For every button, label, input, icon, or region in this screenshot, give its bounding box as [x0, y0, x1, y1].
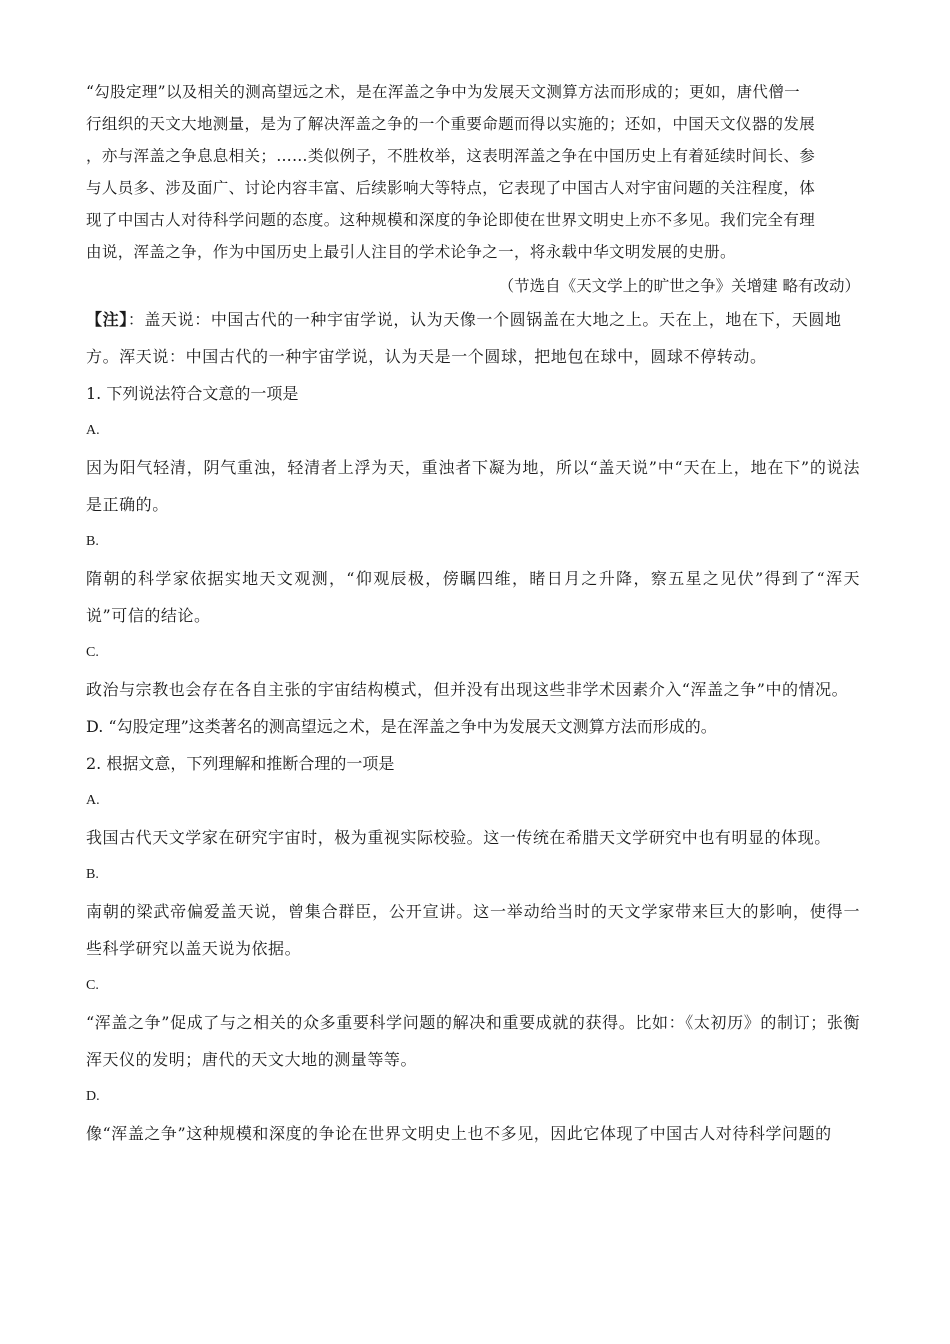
option-c-label: C. — [86, 978, 99, 993]
document-page — [86, 76, 860, 1152]
question-1 — [86, 375, 860, 745]
question-2 — [86, 745, 860, 1152]
question-stem: 1. 下列说法符合文意的一项是 — [86, 384, 299, 403]
option-a-text: 我国古代天文学家在研究宇宙时，极为重视实际校验。这一传统在希腊天文学研究中也有明显的体现。 — [86, 828, 831, 847]
question-stem: 2. 根据文意，下列理解和推断合理的一项是 — [86, 754, 395, 773]
option-c-text: 政治与宗教也会存在各自主张的宇宙结构模式，但并没有出现这些非学术因素介入“浑盖之争”中的情况。 — [86, 680, 849, 699]
option-c-text: “浑盖之争”促成了与之相关的众多重要科学问题的解决和重要成就的获得。比如：《太初历》的制订；张衡浑天仪的发明；唐代的天文大地的测量等等。 — [86, 1013, 860, 1069]
passage-line: “勾股定理”以及相关的测高望远之术，是在浑盖之争中为发展天文测算方法而形成的；更如，唐代僧一 — [86, 83, 800, 101]
option-b-text: 隋朝的科学家依据实地天文观测，“仰观辰极，傍瞩四维，睹日月之升降，察五星之见伏”得到了“浑天说”可信的结论。 — [86, 569, 860, 625]
note — [86, 301, 860, 375]
option-b-text: 南朝的梁武帝偏爱盖天说，曾集合群臣，公开宣讲。这一举动给当时的天文学家带来巨大的影响，使得一些科学研究以盖天说为依据。 — [86, 902, 860, 958]
passage-line: 由说，浑盖之争，作为中国历史上最引人注目的学术论争之一，将永载中华文明发展的史册。 — [86, 243, 736, 261]
passage-line: 与人员多、涉及面广、讨论内容丰富、后续影响大等特点，它表现了中国古人对宇宙问题的关注程度，体 — [86, 179, 816, 197]
option-d-line: D. “勾股定理”这类著名的测高望远之术，是在浑盖之争中为发展天文测算方法而形成的。 — [86, 717, 717, 736]
option-b-label: B. — [86, 534, 99, 549]
option-a-label: A. — [86, 423, 100, 438]
passage — [86, 76, 860, 268]
option-b-label: B. — [86, 867, 99, 882]
option-a-label: A. — [86, 793, 100, 808]
note-text: ：盖天说：中国古代的一种宇宙学说，认为天像一个圆锅盖在大地之上。天在上，地在下，天圆地方。浑天说：中国古代的一种宇宙学说，认为天是一个圆球，把地包在球中，圆球不停转动。 — [86, 310, 842, 366]
note-label: 【注】 — [86, 310, 128, 329]
option-d-text: 像“浑盖之争”这种规模和深度的争论在世界文明史上也不多见，因此它体现了中国古人对待科学问题的 — [86, 1124, 832, 1143]
option-d-label: D. — [86, 1089, 100, 1104]
option-a-text: 因为阳气轻清，阴气重浊，轻清者上浮为天，重浊者下凝为地，所以“盖天说”中“天在上，地在下”的说法是正确的。 — [86, 458, 860, 514]
passage-line: 现了中国古人对待科学问题的态度。这种规模和深度的争论即使在世界文明史上亦不多见。我们完全有理 — [86, 211, 816, 229]
passage-line: ，亦与浑盖之争息息相关；……类似例子，不胜枚举，这表明浑盖之争在中国历史上有着延续时间长、参 — [86, 147, 816, 165]
option-c-label: C. — [86, 645, 99, 660]
passage-source: （节选自《天文学上的旷世之争》关增建 略有改动） — [498, 277, 860, 295]
passage-line: 行组织的天文大地测量，是为了解决浑盖之争的一个重要命题而得以实施的；还如，中国天文仪器的发展 — [86, 115, 816, 133]
